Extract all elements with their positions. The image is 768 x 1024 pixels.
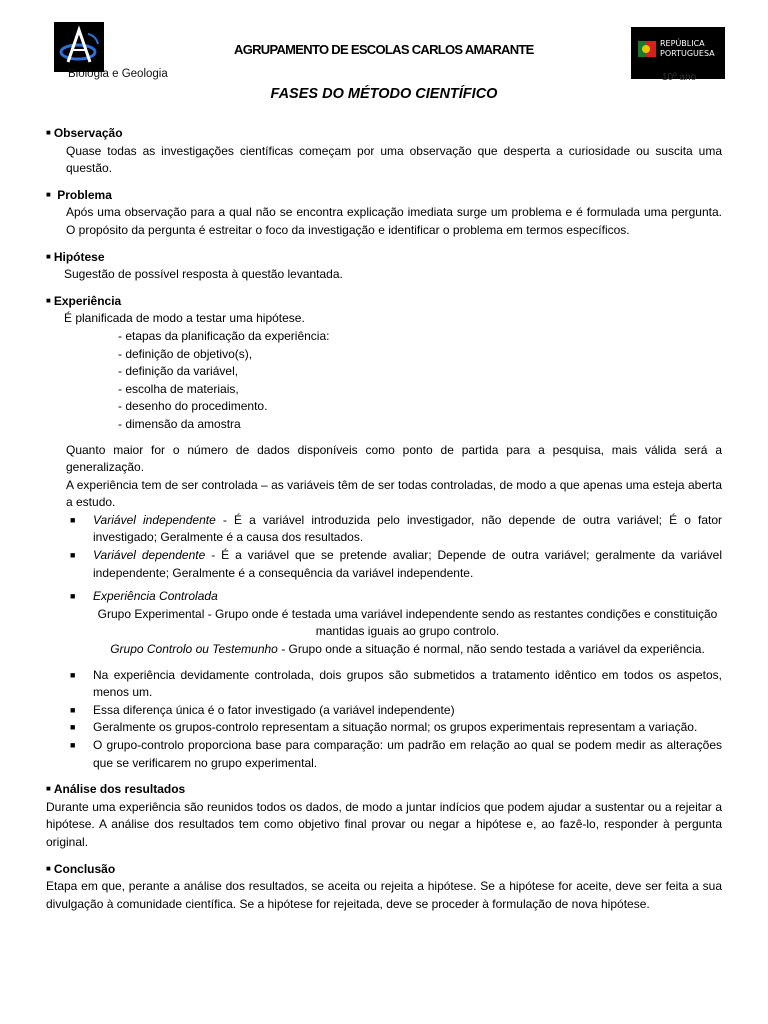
experiencia-intro: É planificada de modo a testar uma hipótese. <box>64 311 305 326</box>
square-bullet-icon: ■ <box>46 189 51 199</box>
experiencia-paragraph-dados: Quanto maior for o número de dados disponíveis como ponto de partida para a pesquisa, mais válida será a generalização. <box>66 442 722 475</box>
section-experiencia-title: ■ Experiência <box>46 293 122 308</box>
square-bullet-icon: ■ <box>70 722 76 733</box>
svg-text:REPÚBLICA: REPÚBLICA <box>660 39 705 48</box>
controlled-experiment-list <box>46 667 722 773</box>
section-hipotese-text: Sugestão de possível resposta à questão levantada. <box>64 267 343 282</box>
square-bullet-icon: ■ <box>70 669 76 680</box>
planning-step: - escolha de materiais, <box>118 381 239 396</box>
planning-steps-list <box>46 328 722 434</box>
section-hipotese-title: ■ Hipótese <box>46 249 105 264</box>
square-bullet-icon: ■ <box>70 550 76 561</box>
planning-step: - definição de objetivo(s), <box>118 346 253 361</box>
square-bullet-icon: ■ <box>70 704 76 715</box>
square-bullet-icon: ■ <box>70 514 76 525</box>
section-conclusao-title: ■ Conclusão <box>46 861 116 876</box>
list-item: ■ O grupo-controlo proporciona base para comparação: um padrão em relação ao qual se podem medir as alterações que se verificarem no grupo experimental. <box>70 738 722 770</box>
subject-label: Biologia e Geologia <box>68 68 168 80</box>
square-bullet-icon: ■ <box>70 740 76 750</box>
section-analise-text: Durante uma experiência são reunidos todos os dados, de modo a juntar indícios que podem ajudar a sustentar ou a rejeitar a hipótese. A análise dos resultados tem como objetivo final provar ou negar a hipótese e, ao fazê-lo, responder à pergunta original. <box>46 799 722 849</box>
experiencia-paragraph-controlada: A experiência tem de ser controlada – as variáveis têm de ser todas controladas, de modo a que apenas uma esteja aberta a estudo. <box>66 477 722 510</box>
square-bullet-icon: ■ <box>46 863 51 873</box>
list-item: ■ Na experiência devidamente controlada, dois grupos são submetidos a tratamento idêntico em todos os aspetos, menos um. <box>70 667 722 700</box>
grupo-experimental-text: Grupo Experimental - Grupo onde é testada uma variável independente sendo as restantes condições e constituição mantidas iguais ao grupo controlo. <box>97 606 718 639</box>
document-title: FASES DO MÉTODO CIENTÍFICO <box>270 86 498 102</box>
grupo-controlo-text: Grupo Controlo ou Testemunho - Grupo onde a situação é normal, não sendo testada a variável da experiência. <box>110 642 705 657</box>
section-problema-title: ■ Problema <box>46 187 112 202</box>
list-item-variavel-independente: ■ Variável independente - É a variável introduzida pelo investigador, não depende de outra variável; É o fator investigado; Geralmente é a causa dos resultados. <box>70 512 722 545</box>
square-bullet-icon: ■ <box>46 128 51 137</box>
planning-step: - dimensão da amostra <box>118 416 241 431</box>
list-item: ■ Essa diferença única é o fator investigado (a variável independente) <box>46 702 722 720</box>
school-logo <box>54 22 104 72</box>
list-item-experiencia-controlada: ■ Experiência Controlada <box>46 588 722 606</box>
square-bullet-icon: ■ <box>70 591 76 602</box>
square-bullet-icon: ■ <box>46 251 51 261</box>
planning-step: - etapas da planificação da experiência: <box>118 328 330 343</box>
list-item-variavel-dependente: ■ Variável dependente - É a variável que se pretende avaliar; Depende de outra variável; geralmente da variável independente; Geralmente é a consequência da variável independente. <box>70 548 722 580</box>
square-bullet-icon: ■ <box>46 784 51 794</box>
section-analise-title: ■ Análise dos resultados <box>46 782 186 797</box>
school-name: AGRUPAMENTO DE ESCOLAS CARLOS AMARANTE <box>234 42 534 57</box>
school-logo-graphic <box>54 22 104 72</box>
list-item: ■ Geralmente os grupos-controlo representam a situação normal; os grupos experimentais representam a variação. <box>46 719 722 737</box>
planning-step: - definição da variável, <box>118 364 239 379</box>
planning-step: - desenho do procedimento. <box>118 399 268 414</box>
document-body <box>46 124 722 913</box>
svg-text:PORTUGUESA: PORTUGUESA <box>660 49 715 58</box>
section-observacao-text: Quase todas as investigações científicas começam por uma observação que desperta a curiosidade ou suscita uma questão. <box>66 143 722 176</box>
section-observacao-title: ■ Observação <box>46 126 123 140</box>
variables-list <box>46 512 722 606</box>
section-problema-text: Após uma observação para a qual não se encontra explicação imediata surge um problema e é formulada uma pergunta. O propósito da pergunta é estreitar o foco da investigação e identificar o problema em termos específicos. <box>66 205 722 237</box>
section-conclusao-text: Etapa em que, perante a análise dos resultados, se aceita ou rejeita a hipótese. Se a hipótese for aceite, deve ser feita a sua divulgação à comunidade científica. Se a hipótese for rejeitada, deve se proceder à formulação de nova hipótese. <box>46 879 722 911</box>
square-bullet-icon: ■ <box>46 295 51 305</box>
year-label: 10º ano <box>662 72 697 83</box>
